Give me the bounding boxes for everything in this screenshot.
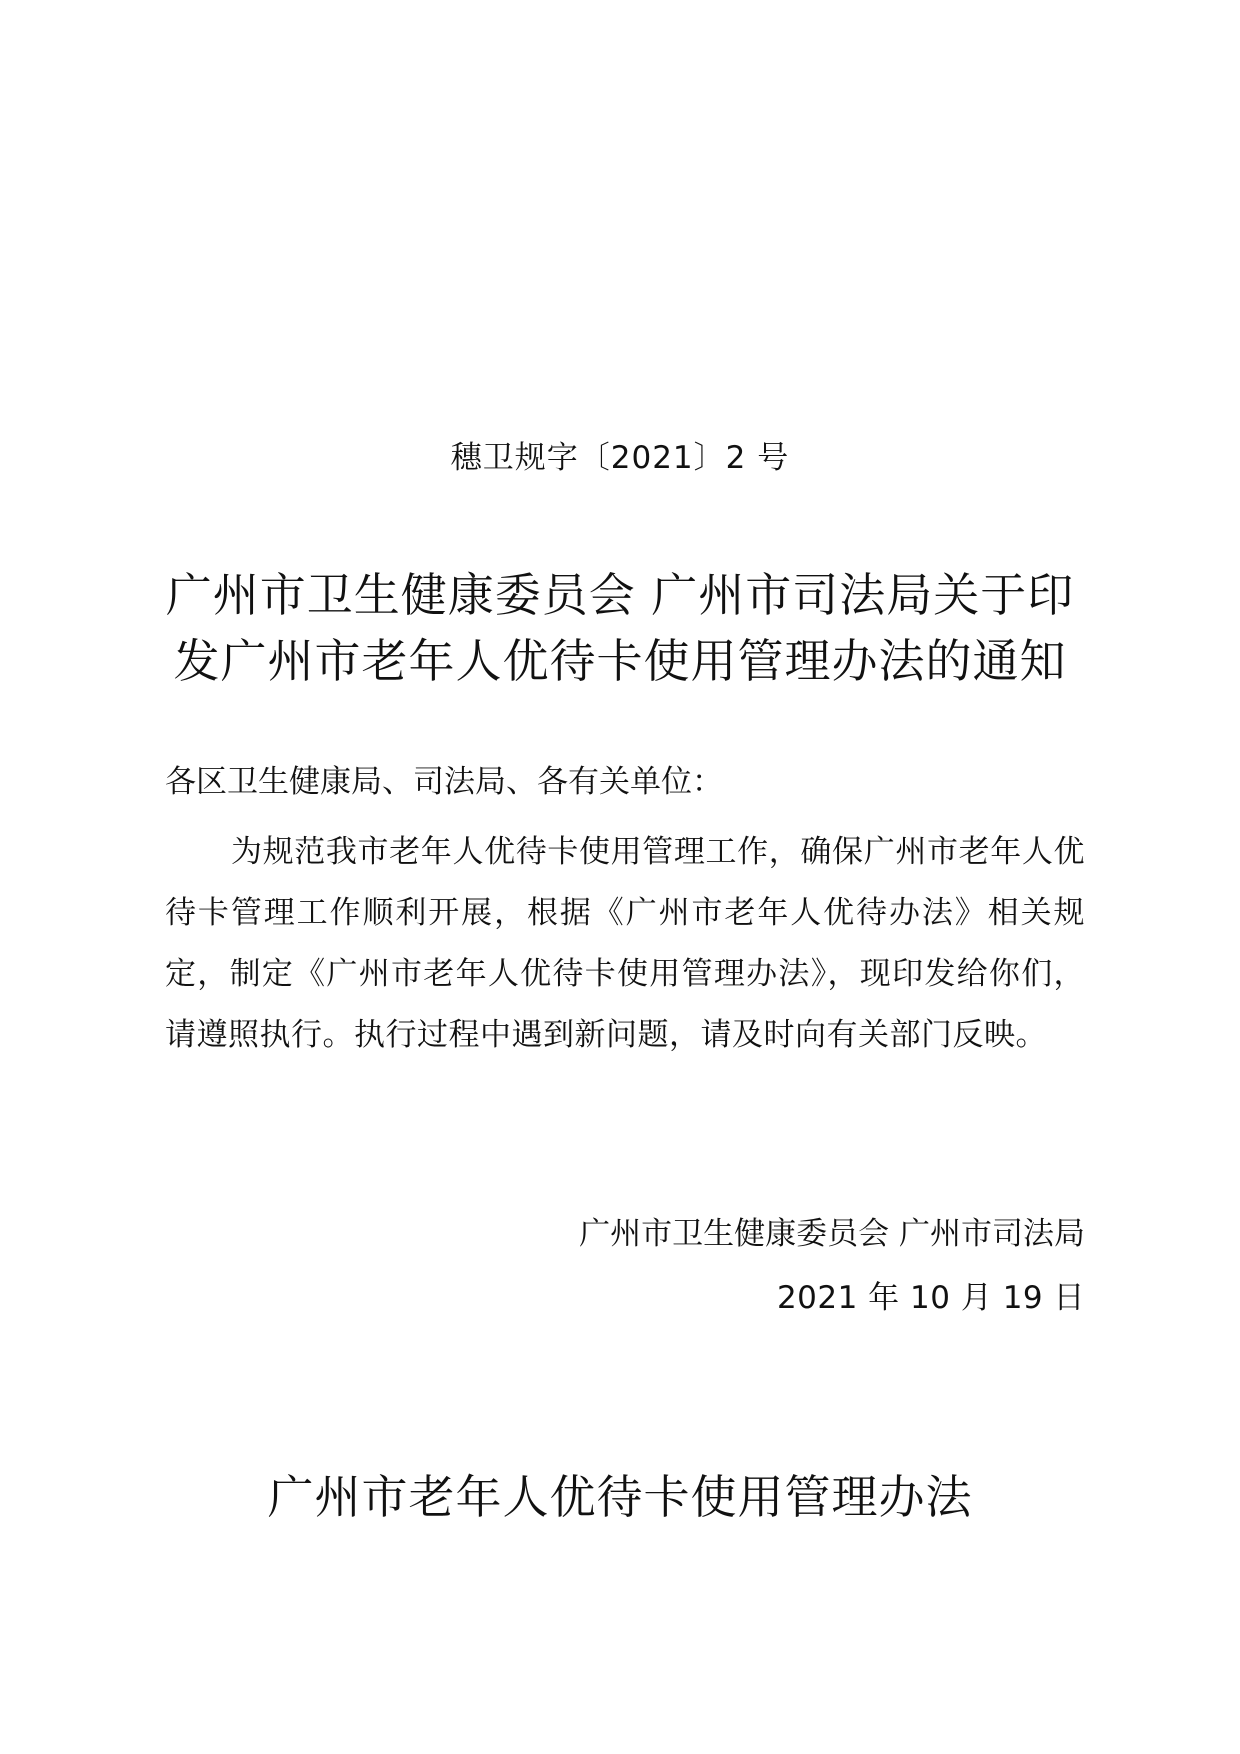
issue-date: 2021 年 10 月 19 日	[776, 1280, 1085, 1316]
body-paragraph: 为规范我市老年人优待卡使用管理工作，确保广州市老年人优待卡管理工作顺利开展，根据《广州市老年人优待办法》相关规定，制定《广州市老年人优待卡使用管理办法》，现印发给你们，请遵照执行。执行过程中遇到新问题，请及时向有关部门反映。	[165, 834, 1085, 1053]
attachment-title: 广州市老年人优待卡使用管理办法	[267, 1470, 973, 1524]
document-title-line-2: 发广州市老年人优待卡使用管理办法的通知	[173, 634, 1067, 688]
issuer-signature: 广州市卫生健康委员会 广州市司法局	[579, 1216, 1085, 1252]
document-number: 穗卫规字〔2021〕2 号	[450, 440, 790, 476]
document-title	[160, 562, 1080, 694]
salutation: 各区卫生健康局、司法局、各有关单位：	[165, 764, 723, 800]
document-title-line-1: 广州市卫生健康委员会 广州市司法局关于印	[165, 568, 1075, 622]
